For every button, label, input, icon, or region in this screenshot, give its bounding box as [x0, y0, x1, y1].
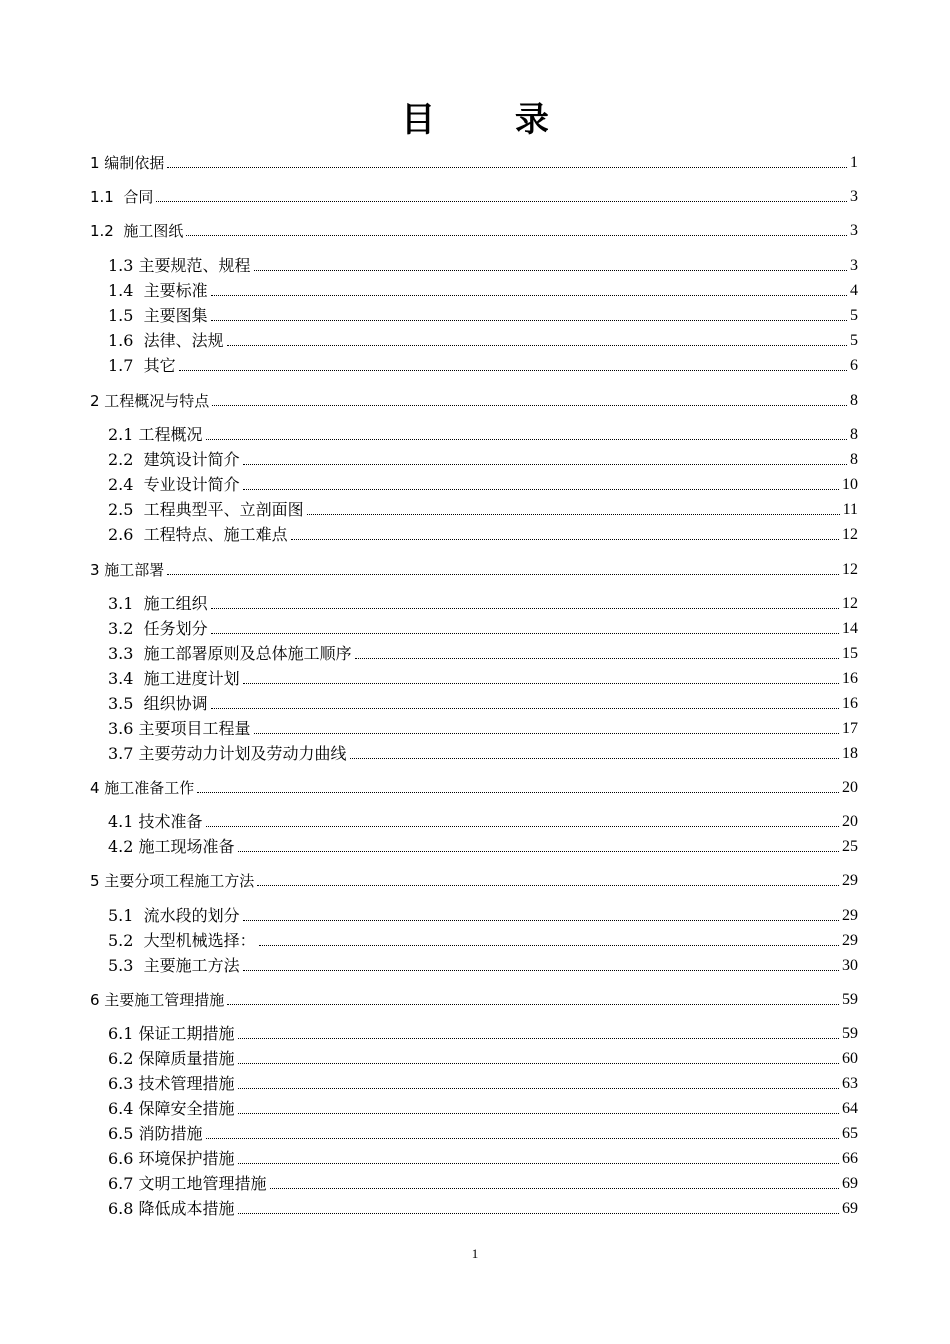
- toc-entry[interactable]: [108, 331, 858, 351]
- toc-entry[interactable]: [108, 256, 858, 276]
- toc-entry-page: 20: [842, 779, 858, 796]
- toc-leader-dots: [238, 1213, 839, 1214]
- toc-entry-title: 3.6 主要项目工程量: [108, 719, 251, 738]
- toc-leader-dots: [350, 758, 839, 759]
- toc-entry-title: 1.7 其它: [108, 356, 176, 375]
- toc-entry-page: 63: [842, 1075, 858, 1092]
- toc-entry-title: 6.1 保证工期措施: [108, 1024, 235, 1043]
- toc-entry-title: 1.5 主要图集: [108, 306, 208, 325]
- toc-entry[interactable]: [108, 1149, 858, 1169]
- toc-entry-title: 3.4 施工进度计划: [108, 669, 240, 688]
- toc-entry-title: 4.2 施工现场准备: [108, 837, 235, 856]
- toc-entry-page: 17: [842, 720, 858, 737]
- toc-leader-dots: [197, 792, 839, 793]
- toc-entry[interactable]: [108, 525, 858, 545]
- toc-entry-title: 6.7 文明工地管理措施: [108, 1174, 267, 1193]
- toc-entry[interactable]: [108, 1024, 858, 1044]
- toc-entry-title: 6 主要施工管理措施: [90, 991, 225, 1009]
- toc-entry[interactable]: [108, 281, 858, 301]
- toc-entry-page: 18: [842, 745, 858, 762]
- toc-entry-title: 1 编制依据: [90, 154, 165, 172]
- toc-entry-page: 29: [842, 932, 858, 949]
- toc-entry[interactable]: [90, 990, 858, 1010]
- toc-entry-page: 5: [850, 307, 858, 324]
- toc-entry[interactable]: [90, 560, 858, 580]
- toc-entry-page: 59: [842, 991, 858, 1008]
- toc-entry-title: 6.8 降低成本措施: [108, 1199, 235, 1218]
- toc-leader-dots: [212, 405, 847, 406]
- toc-entry-page: 66: [842, 1150, 858, 1167]
- toc-entry-title: 5.2 大型机械选择：: [108, 931, 256, 950]
- toc-leader-dots: [270, 1188, 839, 1189]
- toc-entry-page: 12: [842, 561, 858, 578]
- toc-leader-dots: [211, 608, 839, 609]
- toc-entry-page: 6: [850, 357, 858, 374]
- toc-leader-dots: [206, 826, 839, 827]
- toc-entry-page: 29: [842, 907, 858, 924]
- toc-entry-title: 4 施工准备工作: [90, 779, 195, 797]
- toc-entry-title: 2 工程概况与特点: [90, 392, 210, 410]
- toc-entry[interactable]: [90, 391, 858, 411]
- toc-entry[interactable]: [108, 956, 858, 976]
- toc-entry-page: 4: [850, 282, 858, 299]
- toc-entry-page: 29: [842, 872, 858, 889]
- toc-entry[interactable]: [108, 644, 858, 664]
- toc-entry-title: 2.4 专业设计简介: [108, 475, 240, 494]
- toc-entry-page: 8: [850, 392, 858, 409]
- toc-entry-title: 2.5 工程典型平、立剖面图: [108, 500, 304, 519]
- toc-entry-page: 8: [850, 451, 858, 468]
- toc-entry-title: 1.3 主要规范、规程: [108, 256, 251, 275]
- toc-entry-page: 3: [850, 257, 858, 274]
- toc-entry-page: 12: [842, 526, 858, 543]
- toc-leader-dots: [243, 683, 839, 684]
- toc-entry-title: 6.4 保障安全措施: [108, 1099, 235, 1118]
- toc-entry-page: 64: [842, 1100, 858, 1117]
- toc-entry-page: 20: [842, 813, 858, 830]
- toc-entry-page: 65: [842, 1125, 858, 1142]
- toc-leader-dots: [238, 1113, 839, 1114]
- toc-entry-page: 8: [850, 426, 858, 443]
- toc-entry[interactable]: [108, 669, 858, 689]
- toc-leader-dots: [307, 514, 840, 515]
- toc-entry[interactable]: [108, 837, 858, 857]
- toc-entry-page: 59: [842, 1025, 858, 1042]
- toc-entry[interactable]: [108, 594, 858, 614]
- toc-entry[interactable]: [108, 306, 858, 326]
- toc-leader-dots: [206, 439, 847, 440]
- toc-entry[interactable]: [108, 619, 858, 639]
- toc-entry[interactable]: [108, 1199, 858, 1219]
- toc-leader-dots: [238, 1088, 839, 1089]
- toc-leader-dots: [238, 851, 839, 852]
- toc-leader-dots: [355, 658, 839, 659]
- toc-entry-page: 30: [842, 957, 858, 974]
- toc-entry-title: 2.2 建筑设计简介: [108, 450, 240, 469]
- toc-entry-title: 5.3 主要施工方法: [108, 956, 240, 975]
- toc-leader-dots: [259, 945, 839, 946]
- toc-leader-dots: [179, 370, 847, 371]
- toc-entry[interactable]: [108, 906, 858, 926]
- toc-entry-title: 6.6 环境保护措施: [108, 1149, 235, 1168]
- toc-entry[interactable]: [108, 500, 858, 520]
- toc-leader-dots: [238, 1038, 839, 1039]
- toc-entry-title: 3.5 组织协调: [108, 694, 208, 713]
- toc-entry-page: 5: [850, 332, 858, 349]
- toc-leader-dots: [227, 345, 847, 346]
- page-number: 1: [471, 1246, 479, 1261]
- toc-entry-page: 12: [842, 595, 858, 612]
- toc-leader-dots: [243, 464, 847, 465]
- toc-entry[interactable]: [90, 153, 858, 173]
- toc-entry[interactable]: [90, 221, 858, 241]
- toc-entry[interactable]: [108, 931, 858, 951]
- toc-entry-title: 6.5 消防措施: [108, 1124, 203, 1143]
- toc-entry-page: 25: [842, 838, 858, 855]
- toc-leader-dots: [291, 539, 839, 540]
- toc-leader-dots: [167, 574, 839, 575]
- toc-leader-dots: [206, 1138, 839, 1139]
- toc-entry-title: 3 施工部署: [90, 561, 165, 579]
- toc-entry[interactable]: [108, 425, 858, 445]
- toc-entry-title: 1.1 合同: [90, 188, 154, 206]
- page-title: 目 录: [401, 100, 583, 140]
- toc-entry[interactable]: [90, 187, 858, 207]
- toc-entry-page: 15: [842, 645, 858, 662]
- toc-entry[interactable]: [108, 744, 858, 764]
- toc-entry[interactable]: [108, 1074, 858, 1094]
- toc-entry-page: 3: [850, 188, 858, 205]
- toc-leader-dots: [243, 920, 839, 921]
- toc-leader-dots: [227, 1004, 839, 1005]
- toc-entry[interactable]: [108, 719, 858, 739]
- toc-entry-page: 14: [842, 620, 858, 637]
- toc-leader-dots: [211, 320, 847, 321]
- toc-entry[interactable]: [108, 356, 858, 376]
- toc-leader-dots: [243, 489, 839, 490]
- toc-leader-dots: [254, 733, 839, 734]
- toc-entry-page: 69: [842, 1200, 858, 1217]
- toc-entry[interactable]: [108, 812, 858, 832]
- toc-entry-title: 1.4 主要标准: [108, 281, 208, 300]
- toc-entry-page: 60: [842, 1050, 858, 1067]
- toc-entry-page: 16: [842, 695, 858, 712]
- toc-entry-title: 2.1 工程概况: [108, 425, 203, 444]
- toc-entry[interactable]: [108, 1099, 858, 1119]
- toc-leader-dots: [156, 201, 847, 202]
- toc-leader-dots: [211, 295, 847, 296]
- toc-entry[interactable]: [108, 475, 858, 495]
- toc-entry-title: 5.1 流水段的划分: [108, 906, 240, 925]
- toc-entry[interactable]: [108, 450, 858, 470]
- toc-leader-dots: [211, 633, 839, 634]
- toc-entry-title: 3.7 主要劳动力计划及劳动力曲线: [108, 744, 347, 763]
- toc-entry-title: 1.6 法律、法规: [108, 331, 224, 350]
- toc-leader-dots: [167, 167, 847, 168]
- toc-entry[interactable]: [90, 871, 858, 891]
- toc-leader-dots: [238, 1063, 839, 1064]
- toc-entry-page: 11: [842, 501, 858, 518]
- toc-entry-title: 4.1 技术准备: [108, 812, 203, 831]
- toc-entry-page: 1: [850, 154, 858, 171]
- toc-entry-title: 3.1 施工组织: [108, 594, 208, 613]
- toc-entry[interactable]: [108, 1124, 858, 1144]
- toc-entry-title: 6.2 保障质量措施: [108, 1049, 235, 1068]
- toc-leader-dots: [243, 970, 839, 971]
- toc-entry-title: 2.6 工程特点、施工难点: [108, 525, 288, 544]
- toc-entry-page: 16: [842, 670, 858, 687]
- toc-entry[interactable]: [108, 694, 858, 714]
- toc-leader-dots: [257, 885, 839, 886]
- toc-entry-title: 3.2 任务划分: [108, 619, 208, 638]
- toc-entry[interactable]: [108, 1174, 858, 1194]
- toc-leader-dots: [238, 1163, 839, 1164]
- toc-entry-title: 5 主要分项工程施工方法: [90, 872, 255, 890]
- toc-entry[interactable]: [108, 1049, 858, 1069]
- toc-entry-title: 3.3 施工部署原则及总体施工顺序: [108, 644, 352, 663]
- toc-entry-title: 1.2 施工图纸: [90, 222, 184, 240]
- toc-entry-page: 3: [850, 222, 858, 239]
- toc-leader-dots: [186, 235, 847, 236]
- toc-entry-page: 69: [842, 1175, 858, 1192]
- toc-leader-dots: [211, 708, 839, 709]
- toc-entry[interactable]: [90, 778, 858, 798]
- toc-entry-page: 10: [842, 476, 858, 493]
- toc-entry-title: 6.3 技术管理措施: [108, 1074, 235, 1093]
- toc-leader-dots: [254, 270, 847, 271]
